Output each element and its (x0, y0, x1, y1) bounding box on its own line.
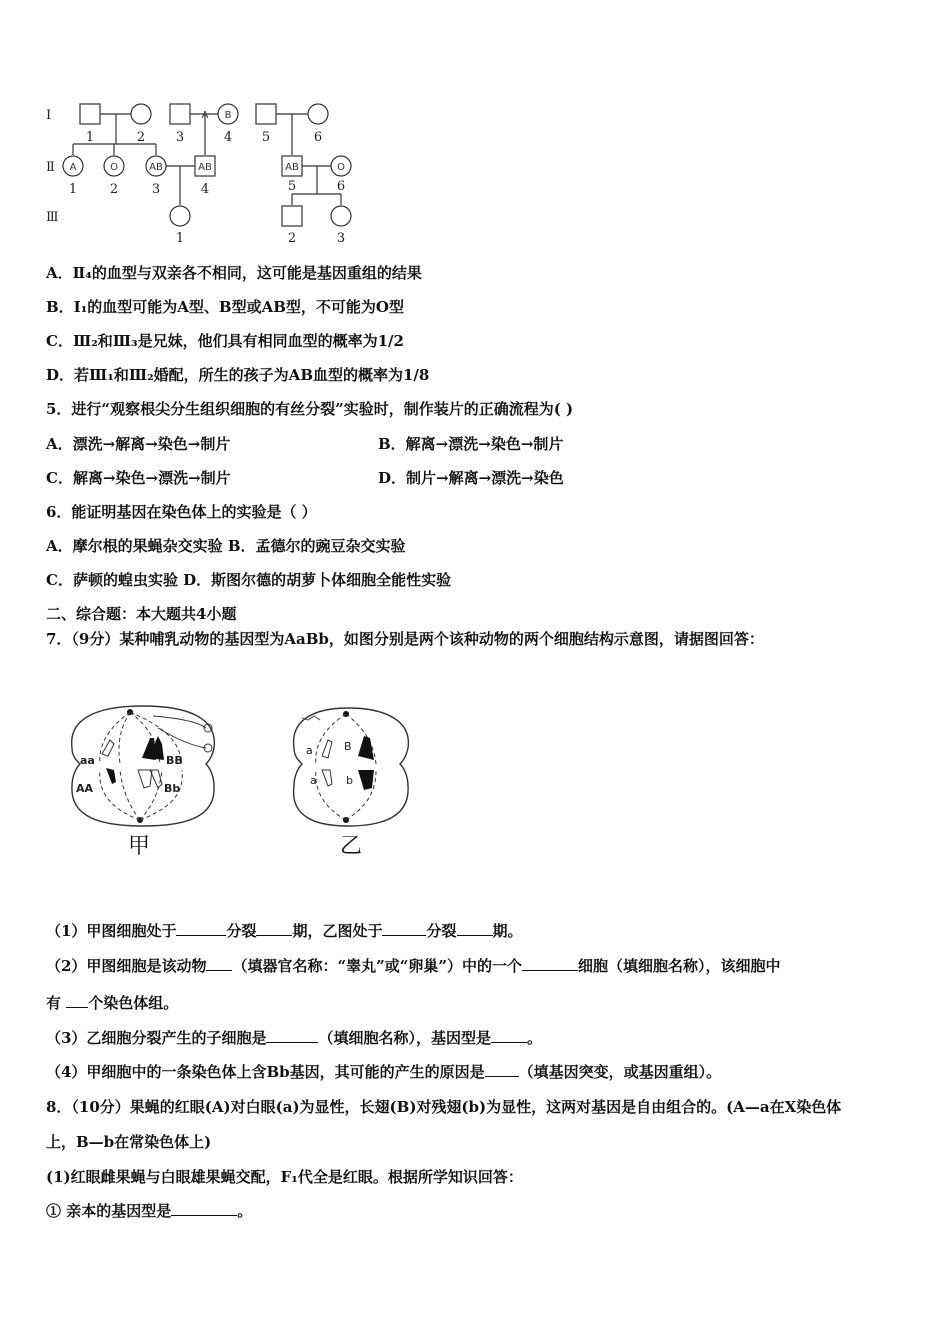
num-II6: 6 (336, 179, 346, 194)
gen-label-1: Ⅰ (46, 108, 52, 123)
q7-sub1: （1）甲图细胞处于 分裂 期，乙图处于 分裂 期。 (46, 922, 523, 940)
marker-II6: O (337, 162, 345, 173)
pedigree-I1 (80, 104, 100, 124)
q4-option-c: C．Ⅲ₂和Ⅲ₃是兄妹，他们具有相同血型的概率为1/2 (46, 332, 404, 350)
blank[interactable] (266, 1028, 318, 1043)
marker-II4: AB (198, 162, 212, 173)
num-II1: 1 (68, 182, 78, 197)
blank[interactable] (491, 1028, 527, 1043)
pedigree-III2 (282, 206, 302, 226)
blank[interactable] (176, 921, 226, 936)
blank[interactable] (382, 921, 426, 936)
num-III2: 2 (287, 231, 297, 246)
cell-figure-yi (284, 698, 434, 860)
q6-stem: 6．能证明基因在染色体上的实验是（ ） (46, 503, 317, 521)
marker-II2: O (110, 162, 118, 173)
yi-label-a2: a (310, 774, 317, 787)
jia-label-AA: AA (76, 782, 94, 795)
pedigree-chart (30, 96, 370, 248)
q6-options-cd: C．萨顿的蝗虫实验 D．斯图尔德的胡萝卜体细胞全能性实验 (46, 571, 452, 589)
q5-option-a: A．漂洗→解离→染色→制片 (46, 435, 231, 453)
num-I6: 6 (313, 130, 323, 145)
num-II3: 3 (151, 182, 161, 197)
blank[interactable] (256, 921, 292, 936)
num-III3: 3 (336, 231, 346, 246)
marker-II1: A (69, 162, 77, 173)
marker-II5: AB (285, 162, 299, 173)
pedigree-III1 (170, 206, 190, 226)
q8-part1-a: ① 亲本的基因型是 。 (46, 1202, 253, 1220)
blank[interactable] (485, 1062, 519, 1077)
cell-figure-jia (58, 698, 228, 860)
jia-label-BB: BB (166, 754, 183, 767)
num-I4: 4 (223, 130, 233, 145)
pedigree-I6 (308, 104, 328, 124)
marker-II3: AB (149, 162, 163, 173)
num-I2: 2 (136, 130, 146, 145)
num-II5: 5 (287, 179, 297, 194)
gen-label-3: Ⅲ (46, 210, 59, 225)
num-II4: 4 (200, 182, 210, 197)
q5-stem: 5．进行“观察根尖分生组织细胞的有丝分裂”实验时，制作装片的正确流程为( ) (46, 400, 574, 418)
q7-sub4: （4）甲细胞中的一条染色体上含Bb基因，其可能的产生的原因是 （填基因突变，或基因重组）。 (46, 1063, 722, 1081)
q5-option-b: B．解离→漂洗→染色→制片 (378, 435, 564, 453)
pedigree-I5 (256, 104, 276, 124)
num-I1: 1 (85, 130, 95, 145)
q7-sub2b: 有 个染色体组。 (46, 994, 179, 1012)
q8-part1: (1)红眼雌果蝇与白眼雄果蝇交配，F₁代全是红眼。根据所学知识回答： (46, 1168, 523, 1186)
jia-label-aa: aa (80, 754, 95, 767)
num-I3: 3 (175, 130, 185, 145)
marker-I3: A (201, 110, 209, 121)
blank[interactable] (522, 956, 578, 971)
section-heading: 二、综合题：本大题共4小题 (46, 605, 237, 623)
blank[interactable] (206, 956, 232, 971)
q5-option-c: C．解离→染色→漂洗→制片 (46, 469, 231, 487)
pedigree-III3 (331, 206, 351, 226)
jia-caption: 甲 (128, 834, 151, 859)
blank[interactable] (66, 993, 88, 1008)
gen-label-2: Ⅱ (46, 160, 55, 175)
q8-stem-2: 上，B—b在常染色体上) (46, 1133, 212, 1151)
blank[interactable] (171, 1201, 237, 1216)
q5-option-d: D．制片→解离→漂洗→染色 (378, 469, 564, 487)
q7-stem: 7．（9分）某种哺乳动物的基因型为AaBb，如图分别是两个该种动物的两个细胞结构示意图，请据图回答： (46, 630, 764, 648)
yi-caption: 乙 (340, 834, 363, 859)
q4-option-b: B．I₁的血型可能为A型、B型或AB型，不可能为O型 (46, 298, 404, 316)
pedigree-I2 (131, 104, 151, 124)
pedigree-I3 (170, 104, 190, 124)
yi-label-a1: a (306, 744, 313, 757)
jia-label-Bb: Bb (164, 782, 181, 795)
marker-I4: B (224, 110, 232, 121)
yi-label-b: b (346, 774, 353, 787)
q6-options-ab: A．摩尔根的果蝇杂交实验 B．孟德尔的豌豆杂交实验 (46, 537, 406, 555)
q4-option-a: A．Ⅱ₄的血型与双亲各不相同，这可能是基因重组的结果 (46, 264, 422, 282)
blank[interactable] (457, 921, 493, 936)
q4-option-d: D．若Ⅲ₁和Ⅲ₂婚配，所生的孩子为AB血型的概率为1/8 (46, 366, 430, 384)
q7-sub3: （3）乙细胞分裂产生的子细胞是 （填细胞名称），基因型是 。 (46, 1029, 542, 1047)
q8-stem: 8．（10分）果蝇的红眼(A)对白眼(a)为显性，长翅(B)对残翅(b)为显性，这两对基因是自由组合的。(A—a在X染色体 (46, 1098, 842, 1116)
num-III1: 1 (175, 231, 185, 246)
q7-sub2a: （2）甲图细胞是该动物 （填器官名称：“睾丸”或“卵巢”）中的一个 细胞（填细胞名称），该细胞中 (46, 957, 781, 975)
num-II2: 2 (109, 182, 119, 197)
yi-label-B: B (344, 740, 352, 753)
num-I5: 5 (261, 130, 271, 145)
